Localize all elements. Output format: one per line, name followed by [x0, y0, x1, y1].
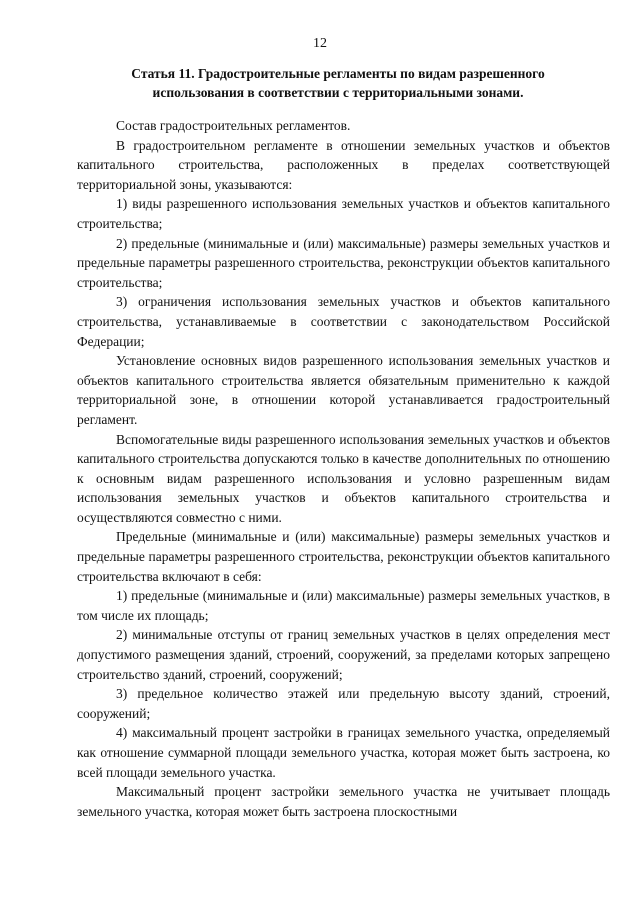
- paragraph: Состав градостроительных регламентов.: [116, 118, 351, 133]
- paragraph: Установление основных видов разрешенного использования земельных участков и объектов капитального строительства является обязательным применительно к каждой территориальной зоне, в отношении которой устанавливается градостроительный регламент.: [77, 353, 610, 427]
- paragraph: Максимальный процент застройки земельного участка не учитывает площадь земельного участка, которая может быть застроена плоскостными: [77, 784, 610, 819]
- paragraph: 2) предельные (минимальные и (или) максимальные) размеры земельных участков и предельные параметры разрешенного строительства, реконструкции объектов капитального строительства;: [77, 235, 610, 290]
- paragraph: Вспомогательные виды разрешенного использования земельных участков и объектов капитального строительства допускаются только в качестве дополнительных по отношению к основным видам разрешенного использования и условно разрешенным видам использования земельных участков и объектов капитального строительства и осуществляются совместно с ними.: [77, 431, 610, 525]
- paragraph: В градостроительном регламенте в отношении земельных участков и объектов капитального строительства, расположенных в пределах соответствующей территориальной зоны, указываются:: [77, 137, 610, 192]
- paragraph: 2) минимальные отступы от границ земельных участков в целях определения мест допустимого размещения зданий, строений, сооружений, за пределами которых запрещено строительство зданий, строений, сооружений;: [77, 627, 610, 682]
- page-number: 12: [313, 36, 327, 51]
- paragraph: 4) максимальный процент застройки в границах земельного участка, определяемый как отношение суммарной площади земельного участка, которая может быть застроена, ко всей площади земельного участка.: [77, 725, 610, 780]
- document-body: [77, 116, 610, 821]
- paragraph: 1) предельные (минимальные и (или) максимальные) размеры земельных участков, в том числе их площадь;: [77, 588, 610, 623]
- paragraph: Предельные (минимальные и (или) максимальные) размеры земельных участков и предельные параметры разрешенного строительства, реконструкции объектов капитального строительства включают в себя:: [77, 529, 610, 584]
- article-heading: Статья 11. Градостроительные регламенты по видам разрешенного использования в соответствии с территориальными зонами.: [131, 66, 545, 100]
- paragraph: 1) виды разрешенного использования земельных участков и объектов капитального строительства;: [77, 196, 610, 231]
- paragraph: 3) предельное количество этажей или предельную высоту зданий, строений, сооружений;: [77, 686, 610, 721]
- paragraph: 3) ограничения использования земельных участков и объектов капитального строительства, устанавливаемые в соответствии с законодательством Российской Федерации;: [77, 294, 610, 349]
